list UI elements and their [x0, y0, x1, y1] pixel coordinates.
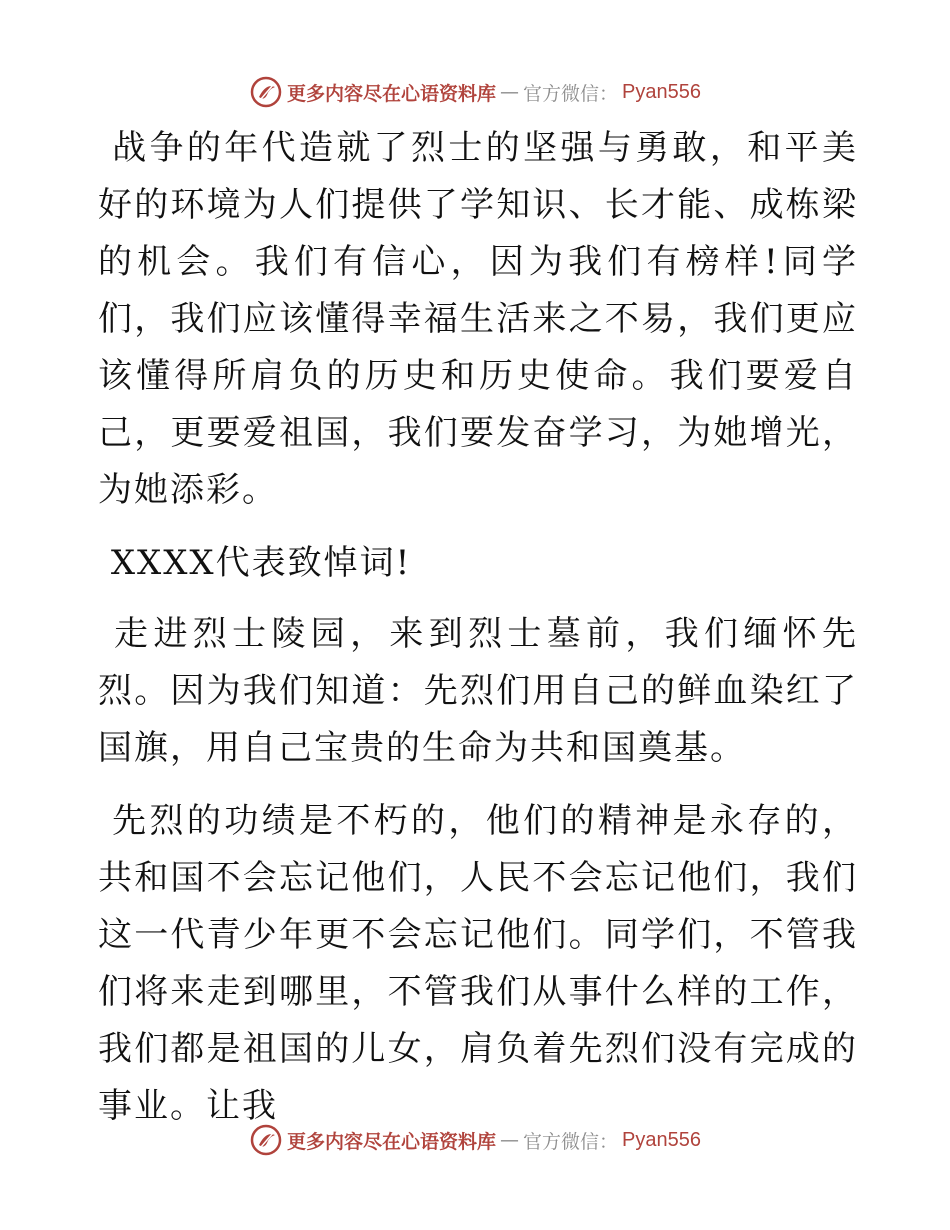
banner-wechat-label: 官方微信： [523, 82, 619, 105]
paragraph: XXXX代表致悼词! [98, 543, 412, 583]
paragraph: 战争的年代造就了烈士的坚强与勇敢，和平美好的环境为人们提供了学知识、长才能、成栋梁的机会。我们有信心，因为我们有榜样!同学们，我们应该懂得幸福生活来之不易，我们更应该懂得所肩负的历史和历史使命。我们要爱自己，更要爱祖国，我们要发奋学习，为她增光，为她添彩。 [98, 128, 858, 510]
banner-separator: — [500, 1129, 520, 1151]
header-banner [0, 72, 950, 112]
logo-icon [249, 75, 283, 109]
banner-wechat-id: Pyan556 [622, 1128, 701, 1151]
banner-title: 更多内容尽在心语资料库 [287, 82, 497, 105]
paragraph: 先烈的功绩是不朽的，他们的精神是永存的，共和国不会忘记他们，人民不会忘记他们，我们这一代青少年更不会忘记他们。同学们，不管我们将来走到哪里，不管我们从事什么样的工作，我们都是祖国的儿女，肩负着先烈们没有完成的事业。让我 [98, 801, 858, 1126]
banner-title: 更多内容尽在心语资料库 [287, 1130, 497, 1153]
banner-wechat-id: Pyan556 [622, 80, 701, 103]
document-body [98, 120, 858, 1151]
banner-wechat-label: 官方微信： [523, 1130, 619, 1153]
banner-separator: — [500, 81, 520, 103]
logo-icon [249, 1123, 283, 1157]
footer-banner [0, 1120, 950, 1160]
paragraph: 走进烈士陵园，来到烈士墓前，我们缅怀先烈。因为我们知道：先烈们用自己的鲜血染红了国旗，用自己宝贵的生命为共和国奠基。 [98, 614, 859, 768]
